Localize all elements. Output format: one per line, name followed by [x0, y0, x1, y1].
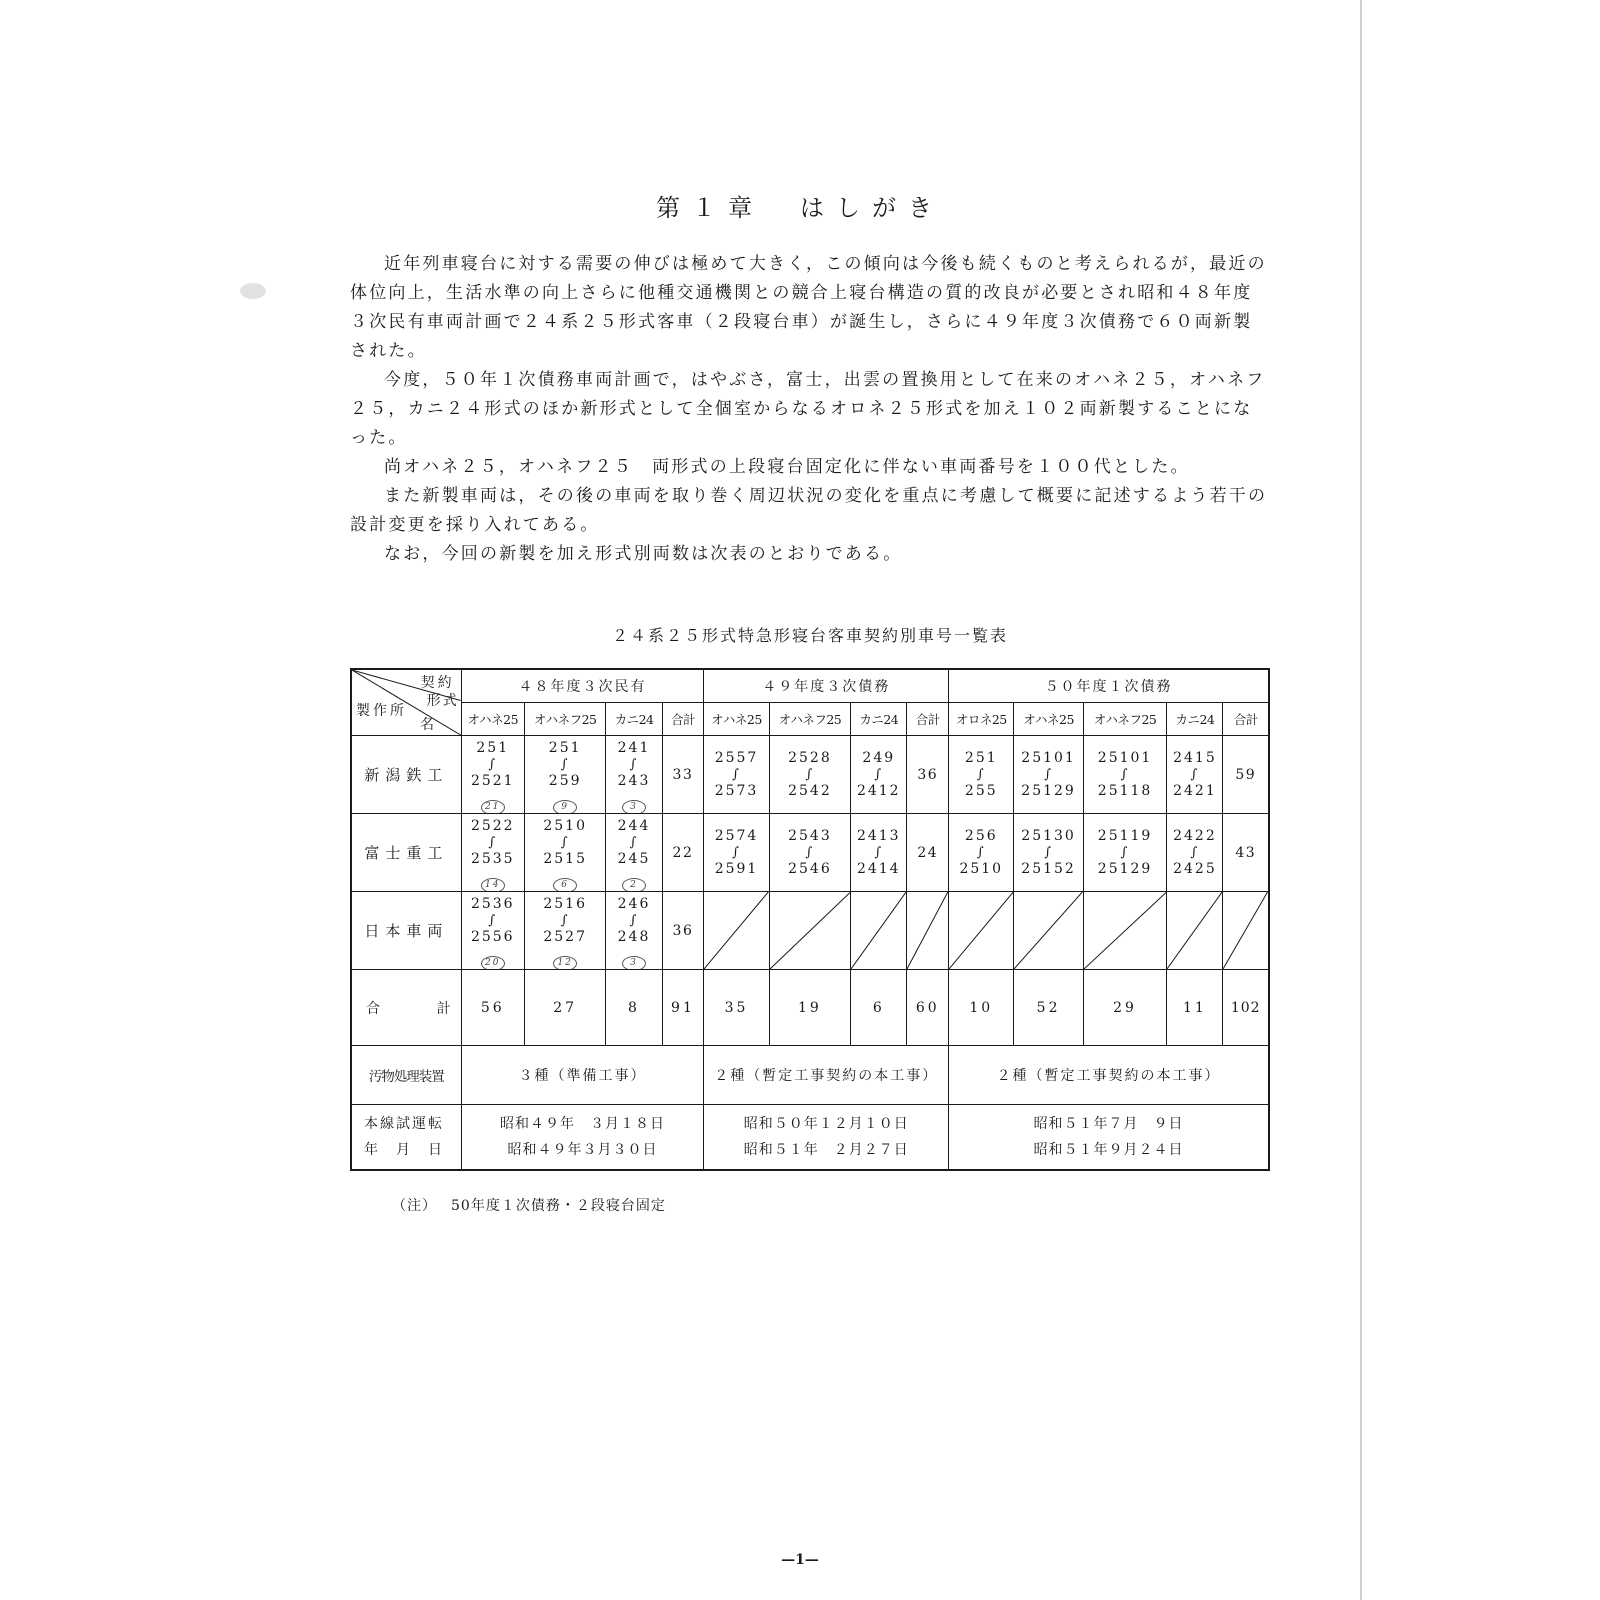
- range-from: 256: [964, 827, 998, 844]
- total-value: 52: [1014, 970, 1083, 1046]
- range-from: 25101: [1097, 749, 1153, 766]
- total-value: 19: [769, 970, 851, 1046]
- total-value: 56: [461, 970, 524, 1046]
- totals-label: [351, 970, 461, 1046]
- range-tilde: ∫: [1044, 766, 1053, 782]
- car-range: [524, 814, 606, 892]
- page-number: —1—: [781, 1552, 819, 1568]
- range-to: 2515: [543, 851, 587, 867]
- range-from: 251: [476, 740, 510, 756]
- range-to: 245: [617, 851, 651, 867]
- car-range: [524, 736, 606, 814]
- trial-date-end: 昭和４９年３月３０日: [507, 1142, 658, 1158]
- paragraph-3: 尚オハネ２５，オハネフ２５ 両形式の上段寝台固定化に伴ない車両番号を１００代とした。: [384, 457, 1190, 477]
- range-to: 2542: [788, 782, 832, 799]
- circled-count: 6: [553, 878, 577, 892]
- trial-date-start: 昭和４９年 ３月１８日: [500, 1116, 665, 1132]
- maker-name: 日本車両: [351, 892, 461, 970]
- paragraph-4: また新製車両は，その後の車両を取り巻く周辺状況の変化を重点に考慮して概要に記述するよう若干の設計変更を採り入れてある。: [350, 486, 1268, 535]
- total-value: 6: [851, 970, 907, 1046]
- total-value: 10: [949, 970, 1014, 1046]
- range-to: 2573: [714, 782, 759, 799]
- range-to: 25129: [1097, 860, 1153, 877]
- group-header-48: ４８年度３次民有: [461, 669, 704, 703]
- total-value: 102: [1223, 970, 1269, 1046]
- car-range: [606, 736, 662, 814]
- range-tilde: ∫: [732, 844, 741, 860]
- range-from: 251: [964, 749, 998, 766]
- range-tilde: ∫: [488, 913, 498, 928]
- range-to: 2527: [543, 929, 587, 945]
- range-from: 2557: [714, 749, 759, 766]
- type-header: オハネフ25: [1083, 703, 1167, 736]
- range-tilde: ∫: [1120, 844, 1130, 860]
- trial-dates: [704, 1105, 949, 1171]
- total-value: 29: [1083, 970, 1167, 1046]
- car-range: [949, 814, 1014, 892]
- row-sum: 22: [662, 814, 704, 892]
- range-to: 2425: [1173, 860, 1217, 877]
- range-tilde: ∫: [732, 766, 741, 782]
- range-from: 246: [617, 896, 651, 912]
- type-header: オロネ25: [949, 703, 1014, 736]
- row-sum: 43: [1223, 814, 1269, 892]
- type-header: オハネ25: [704, 703, 769, 736]
- range-tilde: ∫: [560, 757, 570, 772]
- range-from: 2413: [856, 827, 901, 844]
- car-range: [1083, 814, 1167, 892]
- range-tilde: ∫: [629, 835, 639, 850]
- row-sum: 33: [662, 736, 704, 814]
- trial-date-start: 昭和５１年７月 ９日: [1033, 1116, 1184, 1132]
- range-to: 2546: [788, 860, 832, 877]
- paragraph-2: 今度，５０年１次債務車両計画で，はやぶさ，富士，出雲の置換用として在来のオハネ２５，オハネフ２５，カニ２４形式のほか新形式として全個室からなるオロネ２５形式を加え１０２両新製することになった。: [350, 370, 1266, 448]
- car-range: [461, 814, 524, 892]
- range-to: 243: [617, 773, 651, 789]
- type-header: カニ24: [851, 703, 907, 736]
- range-tilde: ∫: [805, 844, 815, 860]
- range-to: 259: [548, 773, 582, 789]
- corner-maker-label: 製作所: [356, 703, 407, 719]
- empty-cell-diagonal: [907, 892, 949, 970]
- range-tilde: ∫: [1190, 766, 1200, 782]
- car-range: [949, 736, 1014, 814]
- car-range: [606, 814, 662, 892]
- range-to: 2556: [470, 929, 515, 945]
- range-tilde: ∫: [629, 757, 639, 772]
- car-range: [461, 892, 524, 970]
- empty-cell-diagonal: [769, 892, 851, 970]
- range-tilde: ∫: [805, 766, 815, 782]
- range-from: 2528: [788, 749, 832, 766]
- body-text: [350, 250, 1270, 569]
- range-to: 2412: [856, 782, 901, 799]
- range-tilde: ∫: [488, 757, 498, 772]
- trial-date-end: 昭和５１年 ２月２７日: [743, 1142, 909, 1158]
- range-from: 241: [617, 740, 651, 756]
- type-header: オハネフ25: [524, 703, 606, 736]
- range-to: 255: [964, 782, 998, 799]
- car-range: [1167, 736, 1223, 814]
- paragraph-5: なお，今回の新製を加え形式別両数は次表のとおりである。: [384, 544, 903, 564]
- total-value: 91: [662, 970, 704, 1046]
- range-from: 244: [617, 818, 651, 834]
- scan-speck: [240, 283, 266, 299]
- trial-label-line: 年月日: [364, 1142, 460, 1158]
- range-from: 2415: [1173, 749, 1217, 766]
- note-text: 50年度１次債務・２段寝台固定: [451, 1198, 666, 1214]
- corner-type-label: 形式: [426, 693, 459, 709]
- range-tilde: ∫: [629, 913, 639, 928]
- page-edge-line: [1360, 0, 1362, 1600]
- maker-name: 新潟鉄工: [351, 736, 461, 814]
- range-to: 2414: [856, 860, 901, 877]
- type-header: 合計: [907, 703, 949, 736]
- range-from: 2422: [1173, 827, 1217, 844]
- range-tilde: ∫: [488, 835, 498, 850]
- circled-count: 3: [622, 800, 646, 814]
- total-value: 60: [907, 970, 949, 1046]
- row-sum: 36: [907, 736, 949, 814]
- trial-label: [351, 1105, 461, 1171]
- chapter-title: 第１章 はしがき: [656, 194, 944, 222]
- trial-label-line: 本線試運転: [364, 1116, 444, 1132]
- range-to: 25118: [1097, 782, 1153, 799]
- type-header: オハネフ25: [769, 703, 851, 736]
- trial-date-end: 昭和５１年９月２４日: [1033, 1142, 1184, 1158]
- range-to: 2535: [470, 851, 515, 867]
- range-tilde: ∫: [1190, 844, 1200, 860]
- sewage-label: 汚物処理装置: [351, 1046, 461, 1105]
- totals-label-char: 計: [436, 1000, 451, 1017]
- type-header: カニ24: [606, 703, 662, 736]
- car-range: [704, 814, 769, 892]
- type-header: 合計: [662, 703, 704, 736]
- car-range: [769, 814, 851, 892]
- range-from: 2516: [543, 896, 587, 912]
- table-title: ２４系２５形式特急形寝台客車契約別車号一覧表: [611, 626, 1008, 645]
- range-from: 2543: [788, 827, 832, 844]
- row-sum: 59: [1223, 736, 1269, 814]
- type-header: オハネ25: [461, 703, 524, 736]
- range-to: 2421: [1173, 782, 1217, 799]
- range-tilde: ∫: [1044, 844, 1053, 860]
- corner-contract-label: 契約: [420, 675, 455, 691]
- total-value: 8: [606, 970, 662, 1046]
- row-sum: 36: [662, 892, 704, 970]
- circled-count: 21: [481, 800, 505, 814]
- range-from: 2510: [543, 818, 587, 834]
- paragraph-1: 近年列車寝台に対する需要の伸びは極めて大きく，この傾向は今後も続くものと考えられるが，最近の体位向上，生活水準の向上さらに他種交通機関との競合上寝台構造の質的改良が必要とされ昭和４８年度３次民有車両計画で２４系２５形式客車（２段寝台車）が誕生し，さらに４９年度３次債務で６０両新製された。: [350, 254, 1267, 361]
- note-label: （注）: [392, 1198, 437, 1214]
- maker-name: 富士重工: [351, 814, 461, 892]
- sewage-value: ２種（暫定工事契約の本工事）: [949, 1046, 1269, 1105]
- empty-cell-diagonal: [1014, 892, 1083, 970]
- circled-count: 9: [553, 800, 577, 814]
- group-header-49: ４９年度３次債務: [704, 669, 949, 703]
- range-from: 25119: [1097, 827, 1153, 844]
- range-from: 25130: [1021, 827, 1076, 844]
- car-range: [1083, 736, 1167, 814]
- sewage-value: ３種（準備工事）: [461, 1046, 704, 1105]
- total-value: 27: [524, 970, 606, 1046]
- range-from: 251: [548, 740, 582, 756]
- range-to: 2521: [470, 773, 515, 789]
- range-from: 2574: [714, 827, 759, 844]
- total-value: 11: [1167, 970, 1223, 1046]
- circled-count: 14: [481, 878, 505, 892]
- row-sum: 24: [907, 814, 949, 892]
- car-range: [1167, 814, 1223, 892]
- group-header-50: ５０年度１次債務: [949, 669, 1269, 703]
- range-tilde: ∫: [560, 835, 570, 850]
- empty-cell-diagonal: [949, 892, 1014, 970]
- car-range: [1014, 814, 1083, 892]
- empty-cell-diagonal: [851, 892, 907, 970]
- range-tilde: ∫: [1120, 766, 1130, 782]
- range-from: 25101: [1021, 749, 1076, 766]
- range-to: 248: [617, 929, 651, 945]
- circled-count: 2: [622, 878, 646, 892]
- car-range: [1014, 736, 1083, 814]
- total-value: 35: [704, 970, 769, 1046]
- range-to: 25152: [1021, 860, 1076, 877]
- type-header: オハネ25: [1014, 703, 1083, 736]
- car-range: [851, 736, 907, 814]
- corner-name-label: 名: [420, 717, 434, 733]
- type-header: 合計: [1223, 703, 1269, 736]
- circled-count: 3: [622, 956, 646, 970]
- range-from: 2536: [470, 896, 515, 912]
- range-to: 2510: [959, 860, 1004, 877]
- range-from: 249: [862, 749, 896, 766]
- range-to: 25129: [1021, 782, 1076, 799]
- range-tilde: ∫: [976, 766, 986, 782]
- totals-label-char: 合: [366, 1000, 380, 1017]
- circled-count: 20: [481, 956, 505, 970]
- circled-count: 12: [553, 956, 577, 970]
- type-header: カニ24: [1167, 703, 1223, 736]
- range-to: 2591: [714, 860, 759, 877]
- trial-dates: [461, 1105, 704, 1171]
- range-tilde: ∫: [874, 766, 884, 782]
- table-corner-header: [351, 669, 461, 736]
- range-from: 2522: [470, 818, 515, 834]
- empty-cell-diagonal: [1083, 892, 1167, 970]
- empty-cell-diagonal: [1223, 892, 1269, 970]
- car-number-table: [350, 668, 1270, 1171]
- car-range: [769, 736, 851, 814]
- empty-cell-diagonal: [1167, 892, 1223, 970]
- range-tilde: ∫: [976, 844, 986, 860]
- trial-dates: [949, 1105, 1269, 1171]
- range-tilde: ∫: [874, 844, 884, 860]
- table-note: [392, 1195, 666, 1215]
- car-range: [704, 736, 769, 814]
- car-range: [524, 892, 606, 970]
- trial-date-start: 昭和５０年１２月１０日: [743, 1116, 909, 1132]
- range-tilde: ∫: [560, 913, 570, 928]
- car-range: [461, 736, 524, 814]
- empty-cell-diagonal: [704, 892, 769, 970]
- car-range: [606, 892, 662, 970]
- sewage-value: ２種（暫定工事契約の本工事）: [704, 1046, 949, 1105]
- car-range: [851, 814, 907, 892]
